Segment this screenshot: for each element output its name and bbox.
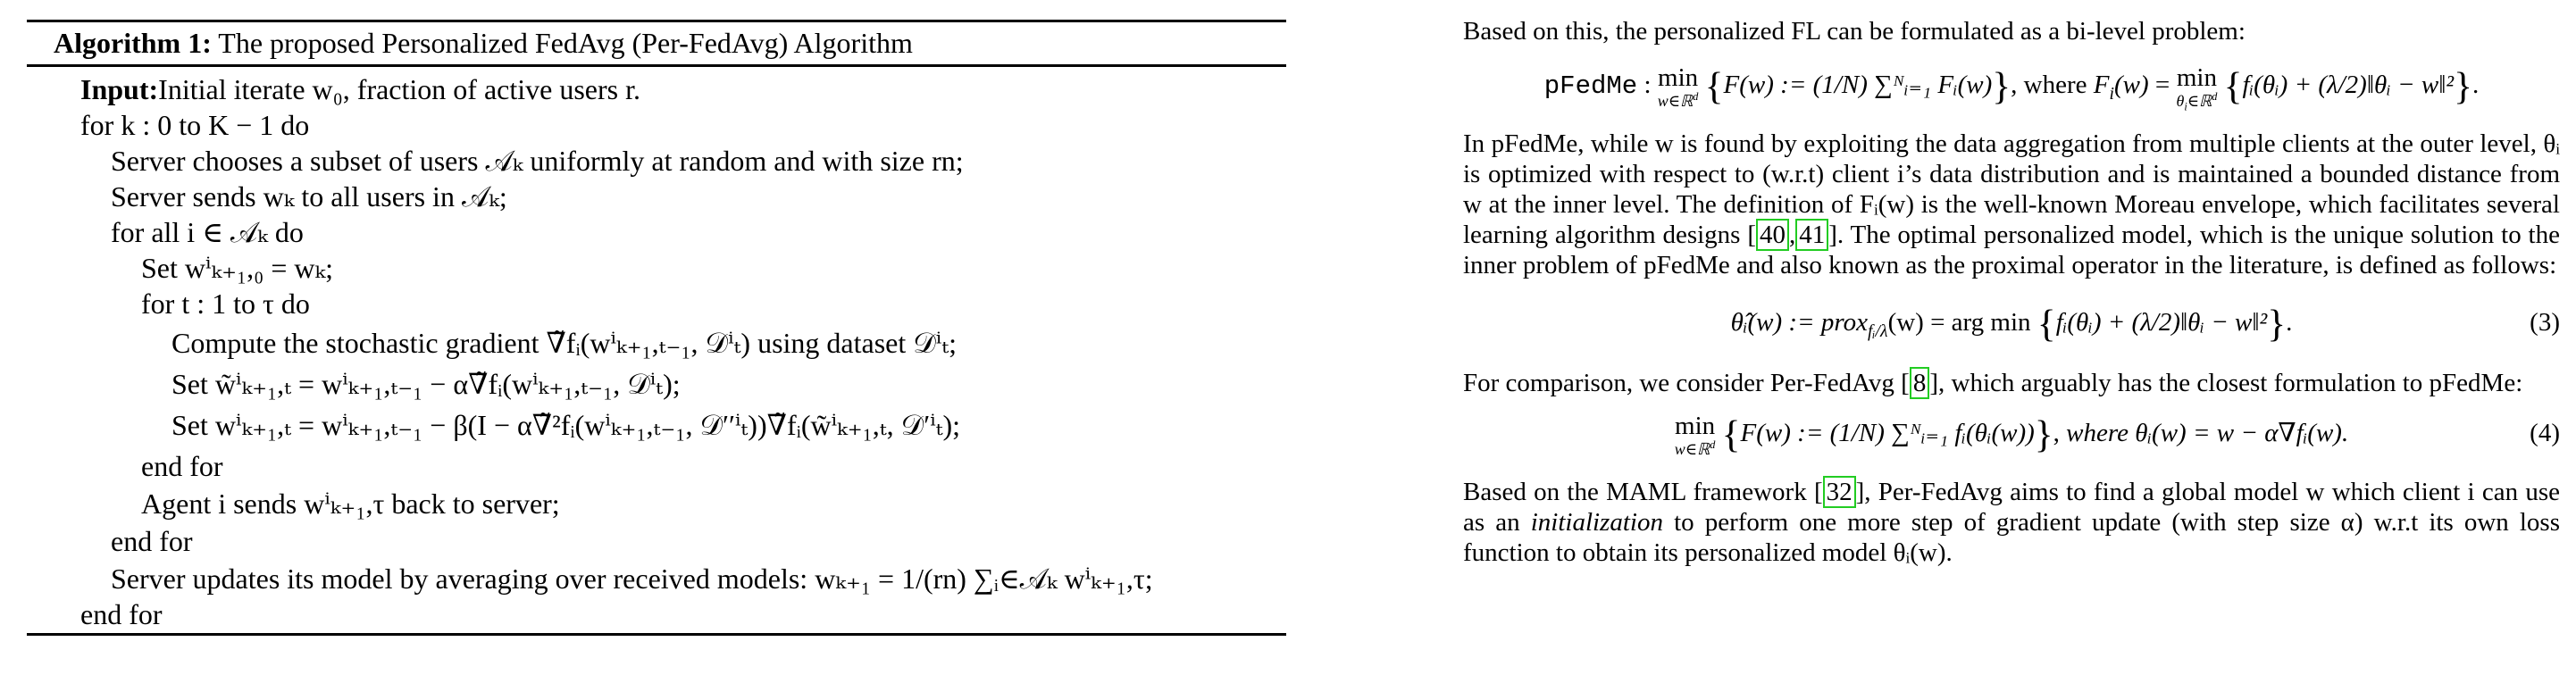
algorithm-line-set-tilde: Set w̃ⁱₖ₊₁,ₜ = wⁱₖ₊₁,ₜ₋₁ − α∇̃fᵢ(wⁱₖ₊₁,ₜ₋₁, 𝒟ⁱₜ); xyxy=(171,368,681,400)
citation-40[interactable]: 40 xyxy=(1756,219,1789,251)
algorithm-line-end-for-mid: end for xyxy=(111,525,193,557)
algorithm-box xyxy=(27,20,1286,636)
paragraph-comparison-text-2: , which arguably has the closest formulation to pFedMe: xyxy=(1938,369,2523,397)
algorithm-line-server-chooses: Server chooses a subset of users 𝒜ₖ uniformly at random and with size rn; xyxy=(111,145,964,177)
paper-column xyxy=(1463,16,2560,568)
paragraph-comparison-text-1: For comparison, we consider Per-FedAvg xyxy=(1463,369,1894,397)
equation-pfedme-where: where xyxy=(2023,71,2087,99)
algorithm-caption-rule xyxy=(27,64,1286,67)
paragraph-comparison: For comparison, we consider Per-FedAvg [ 8 ], which arguably has the closest formulation to pFedMe: xyxy=(1463,369,2523,397)
paragraph-pfedme-text-1: In pFedMe, while w is found by exploiting the data aggregation from multiple clients at the outer level, θᵢ is optimized with respect to (w.r.t) client i’s data distribution and is maintained a bounded distance from w at the inner level. The definition of Fᵢ(w) is the well-known Moreau envelope, which facilitates several learning algorithm designs xyxy=(1463,129,2560,249)
equation-4-number: (4) xyxy=(2530,419,2560,447)
paragraph-maml: Based on the MAML framework [ 32 ], Per-FedAvg aims to find a global model w which client i can use as an initialization to perform one more step of gradient update (with step size α) w.r.t its own loss function to obtain its personalized model θᵢ(w). xyxy=(1463,478,2561,567)
paragraph-maml-text-2: , Per-FedAvg aims to find a global model w which client i can use as an xyxy=(1463,478,2560,537)
algorithm-line-for-all: for all i ∈ 𝒜ₖ do xyxy=(111,216,304,248)
paragraph-maml-italic: initialization xyxy=(1530,508,1663,537)
algorithm-line-set-update: Set wⁱₖ₊₁,ₜ = wⁱₖ₊₁,ₜ₋₁ − β(I − α∇̃²fᵢ(wⁱₖ₊₁,ₜ₋₁, 𝒟′′ⁱₜ))∇̃fᵢ(w̃ⁱₖ₊₁,ₜ, 𝒟′ⁱₜ); xyxy=(171,409,961,441)
equation-pfedme-inner: fᵢ(θᵢ) + (λ/2)‖θᵢ − w‖² xyxy=(2242,71,2455,99)
paragraph-maml-text-3: to perform one more step of gradient update (with step size α) w.r.t its own loss function to obtain its personalized model θᵢ(w). xyxy=(1463,508,2561,567)
equation-pfedme-inner-min: min $\theta_i\in ℝ^d$ xyxy=(2176,62,2218,113)
citation-32[interactable]: 32 xyxy=(1823,476,1856,508)
algorithm-line-compute: Compute the stochastic gradient ∇̃fᵢ(wⁱₖ₊₁,ₜ₋₁, 𝒟ⁱₜ) using dataset 𝒟ⁱₜ; xyxy=(171,327,958,359)
algorithm-caption-label: Algorithm 1: xyxy=(54,27,212,59)
algorithm-caption-text: The proposed Personalized FedAvg (Per-FedAvg) Algorithm xyxy=(218,27,913,59)
paragraph-pfedme-text-2: . The optimal personalized model, which is the unique solution to the inner problem of pFedMe and also known as the proximal operator in the literature, is defined as follows: xyxy=(1463,221,2560,279)
equation-4-where: where θᵢ(w) = w − α∇fᵢ(w). xyxy=(2066,419,2349,447)
paragraph-intro: Based on this, the personalized FL can be formulated as a bi-level problem: xyxy=(1463,17,2246,46)
algorithm-top-rule xyxy=(27,20,1286,22)
equation-3-body: fᵢ(θᵢ) + (λ/2)‖θᵢ − w‖² xyxy=(2055,308,2268,337)
algorithm-caption xyxy=(54,25,913,61)
equation-3-mid: (w) = arg min xyxy=(1887,308,2031,337)
equation-3-number: (3) xyxy=(2530,308,2560,337)
algorithm-line-set-init: Set wⁱₖ₊₁,₀ = wₖ; xyxy=(141,252,334,284)
algorithm-line-server-updates: Server updates its model by averaging over received models: wₖ₊₁ = 1/(rn) ∑ᵢ∈𝒜ₖ wⁱₖ₊₁,τ; xyxy=(111,562,1153,595)
equation-4-min: min w∈ℝ$^d$ xyxy=(1674,411,1716,458)
algorithm-bottom-rule xyxy=(27,633,1286,636)
algorithm-input-line xyxy=(80,71,640,107)
equation-4-body: F(w) := (1/N) ∑ᴺᵢ₌₁ fᵢ(θᵢ(w)) xyxy=(1740,419,2035,447)
equation-4: min w∈ℝ$^d$ {F(w) := (1/N) ∑ᴺᵢ₌₁ fᵢ(θᵢ(w))}, where θᵢ(w) = w − α∇fᵢ(w). (4) xyxy=(1463,404,2560,462)
algorithm-line-for-t: for t : 1 to τ do xyxy=(141,288,310,320)
equation-3-lhs: θ̂ᵢ(w) := prox xyxy=(1730,308,1868,337)
equation-pfedme-label: pFedMe xyxy=(1543,71,1638,101)
citation-41[interactable]: 41 xyxy=(1795,219,1828,251)
algorithm-line-server-sends: Server sends wₖ to all users in 𝒜ₖ; xyxy=(111,180,507,212)
algorithm-line-agent-sends: Agent i sends wⁱₖ₊₁,τ back to server; xyxy=(141,488,560,520)
equation-pfedme: pFedMe : min w∈ℝ$^d$ {F(w) := (1/N) ∑ᴺᵢ₌₁ Fᵢ(w)}, where $F_i(w)$ = min $\theta_i\in ℝ^d$ {fᵢ(θᵢ) + (λ/2)‖θᵢ − w‖²}. xyxy=(1543,62,2480,113)
equation-pfedme-body: F(w) := (1/N) ∑ᴺᵢ₌₁ Fᵢ(w) xyxy=(1723,71,1993,99)
equation-3-sub: fᵢ/λ xyxy=(1867,321,1888,341)
algorithm-line-end-for-outer: end for xyxy=(80,598,163,630)
algorithm-input-text: Initial iterate w₀, fraction of active users r. xyxy=(158,73,640,105)
citation-8[interactable]: 8 xyxy=(1910,367,1930,399)
algorithm-input-label: Input: xyxy=(80,73,159,105)
paragraph-pfedme: In pFedMe, while w is found by exploiting the data aggregation from multiple clients at the outer level, θᵢ is optimized with respect to (w.r.t) client i’s data distribution and is maintained a bounded distance from w at the inner level. The definition of Fᵢ(w) is the well-known Moreau envelope, which facilitates several learning algorithm designs [ 40 , 41 ]. The optimal personalized model, which is the unique solution to the inner problem of pFedMe and also known as the proximal operator in the literature, is defined as follows: xyxy=(1463,129,2560,279)
algorithm-line-end-for-inner: end for xyxy=(141,450,223,482)
algorithm-line-for-k: for k : 0 to K − 1 do xyxy=(80,109,310,141)
equation-3: θ̂ᵢ(w) := prox$_{fᵢ/\lambda}$(w) = arg min {fᵢ(θᵢ) + (λ/2)‖θᵢ − w‖²}. (3) xyxy=(1463,291,2560,354)
equation-pfedme-min: min w∈ℝ$^d$ xyxy=(1657,62,1699,110)
paragraph-maml-text-1: Based on the MAML framework xyxy=(1463,478,1807,506)
